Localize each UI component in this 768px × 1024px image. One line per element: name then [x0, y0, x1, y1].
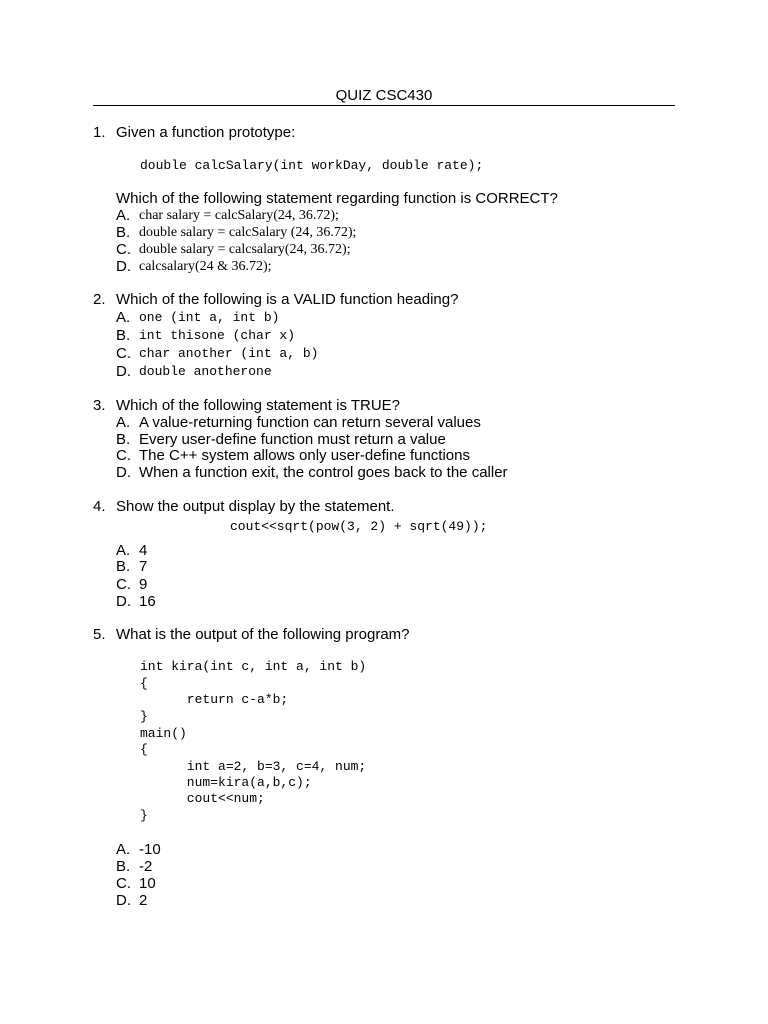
- question-number: 2.: [93, 291, 106, 308]
- question-number: 3.: [93, 397, 106, 414]
- code-line: num=kira(a,b,c);: [140, 775, 312, 790]
- option-letter: B.: [116, 858, 131, 875]
- option-text: 2: [139, 892, 148, 909]
- option-letter: C.: [116, 447, 131, 464]
- code-line: int a=2, b=3, c=4, num;: [140, 759, 367, 774]
- code-line: }: [140, 709, 148, 724]
- option-text: char salary = calcSalary(24, 36.72);: [139, 208, 339, 223]
- question-prompt: Show the output display by the statement.: [116, 498, 395, 515]
- question-1: [93, 124, 296, 175]
- option-letter: B.: [116, 558, 131, 575]
- option-text: 16: [139, 593, 156, 610]
- option-text: char another (int a, b): [139, 346, 319, 361]
- page-title: QUIZ CSC430: [335, 87, 433, 104]
- option-letter: C.: [116, 241, 131, 258]
- option-text: When a function exit, the control goes back to the caller: [139, 464, 508, 481]
- code-snippet: double calcSalary(int workDay, double rate);: [140, 158, 484, 173]
- option-text: double anotherone: [139, 364, 272, 379]
- option-text: one (int a, int b): [139, 310, 280, 325]
- option-letter: A.: [116, 542, 131, 559]
- question-prompt: Which of the following statement is TRUE?: [116, 397, 401, 414]
- question-prompt: Which of the following is a VALID function heading?: [116, 291, 459, 308]
- option-text: 4: [139, 542, 148, 559]
- code-line: {: [140, 742, 148, 757]
- option-d: [116, 892, 148, 943]
- option-letter: B.: [116, 327, 131, 344]
- option-letter: A.: [116, 841, 131, 858]
- question-number: 4.: [93, 498, 106, 515]
- title-divider: [93, 105, 675, 106]
- option-letter: B.: [116, 224, 131, 241]
- code-line: {: [140, 676, 148, 691]
- option-letter: B.: [116, 431, 131, 448]
- option-text: calcsalary(24 & 36.72);: [139, 259, 272, 274]
- option-text: Every user-define function must return a value: [139, 431, 446, 448]
- option-text: -2: [139, 858, 153, 875]
- question-prompt: Given a function prototype:: [116, 124, 296, 141]
- question-number: 5.: [93, 626, 106, 643]
- option-letter: C.: [116, 875, 131, 892]
- option-letter: D.: [116, 464, 131, 481]
- option-letter: C.: [116, 576, 131, 593]
- option-letter: A.: [116, 207, 131, 224]
- option-text: int thisone (char x): [139, 328, 296, 343]
- code-snippet: cout<<sqrt(pow(3, 2) + sqrt(49));: [230, 519, 488, 534]
- option-text: double salary = calcSalary (24, 36.72);: [139, 225, 357, 240]
- code-line: int kira(int c, int a, int b): [140, 659, 367, 674]
- option-text: 7: [139, 558, 148, 575]
- option-letter: D.: [116, 593, 131, 610]
- question-number: 1.: [93, 124, 106, 141]
- option-letter: C.: [116, 345, 131, 362]
- option-text: The C++ system allows only user-define functions: [139, 447, 470, 464]
- option-letter: D.: [116, 363, 131, 380]
- option-letter: D.: [116, 892, 131, 909]
- option-letter: A.: [116, 309, 131, 326]
- option-text: -10: [139, 841, 161, 858]
- option-text: 10: [139, 875, 156, 892]
- option-letter: A.: [116, 414, 131, 431]
- option-letter: D.: [116, 258, 131, 275]
- code-line: cout<<num;: [140, 791, 265, 806]
- question-prompt: What is the output of the following program?: [116, 626, 410, 643]
- question-subprompt: Which of the following statement regarding function is CORRECT?: [116, 190, 558, 207]
- option-text: A value-returning function can return several values: [139, 414, 481, 431]
- code-line: main(): [140, 726, 187, 741]
- option-text: double salary = calcsalary(24, 36.72);: [139, 242, 351, 257]
- option-text: 9: [139, 576, 148, 593]
- code-line: return c-a*b;: [140, 692, 289, 707]
- code-line: }: [140, 808, 148, 823]
